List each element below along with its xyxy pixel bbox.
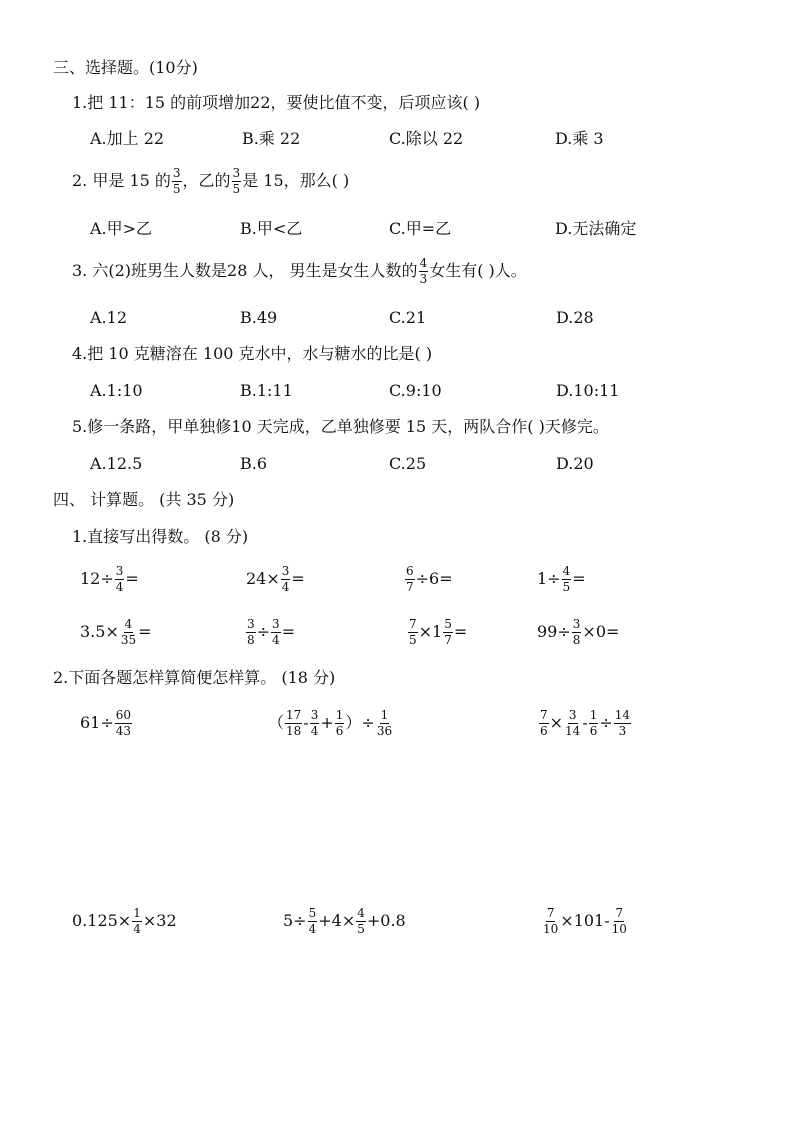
q4-option-b: B.1:11 (240, 381, 293, 400)
q3-text: 3. 六(2)班男生人数是28 人， 男生是女生人数的 $\frac{4}{3}$ 女生有( )人。 (72, 255, 527, 286)
fraction: $\frac{3}{14}$ (565, 707, 581, 738)
calc-1-4: 1÷ $\frac{4}{5}$ = (537, 563, 586, 594)
calc-1-1: 12÷ $\frac{3}{4}$ = (80, 563, 139, 594)
fraction: $\frac{6}{7}$ (406, 563, 414, 594)
q3-option-a: A.12 (90, 308, 127, 327)
fraction: $\frac{3}{4}$ (281, 563, 290, 594)
q4-option-a: A.1:10 (90, 381, 143, 400)
fraction: $\frac{7}{6}$ (540, 707, 548, 738)
section4-title: 四、 计算题。 (共 35 分) (53, 490, 235, 509)
fraction: $\frac{1}{6}$ (335, 707, 344, 738)
q1-option-b: B.乘 22 (242, 129, 301, 148)
fraction: $\frac{4}{5}$ (562, 563, 571, 594)
q2-option-c: C.甲=乙 (389, 219, 452, 238)
fraction: $\frac{1}{6}$ (589, 707, 598, 738)
part1-title: 1.直接写出得数。 (8 分) (72, 527, 249, 546)
q1-option-d: D.乘 3 (555, 129, 604, 148)
calc-2-1: 61÷ $\frac{60}{43}$ (80, 707, 132, 738)
part2-title: 2.下面各题怎样算简便怎样算。 (18 分) (53, 668, 336, 687)
fraction: $\frac{3}{5}$ (172, 165, 181, 196)
q5-option-b: B.6 (240, 454, 268, 473)
calc-1-5: 3.5× $\frac{4}{35}$ = (80, 616, 152, 647)
fraction: $\frac{1}{4}$ (133, 905, 141, 936)
q1-option-a: A.加上 22 (90, 129, 165, 148)
fraction: $\frac{3}{5}$ (232, 165, 241, 196)
q3-option-d: D.28 (556, 308, 594, 327)
fraction: $\frac{3}{4}$ (310, 707, 319, 738)
calc-1-8: 99÷ $\frac{3}{8}$ ×0= (537, 616, 620, 647)
q4-option-c: C.9:10 (389, 381, 442, 400)
q2-text: 2. 甲是 15 的 $\frac{3}{5}$ ，乙的 $\frac{3}{5}$ 是 15，那么( ) (72, 165, 350, 196)
calc-2-5: 5÷ $\frac{5}{4}$ +4× $\frac{4}{5}$ +0.8 (283, 905, 406, 936)
fraction: $\frac{3}{8}$ (572, 616, 581, 647)
q5-option-a: A.12.5 (90, 454, 143, 473)
q2-option-a: A.甲>乙 (90, 219, 153, 238)
fraction: $\frac{14}{3}$ (614, 707, 631, 738)
calc-2-3: $\frac{7}{6}$ × $\frac{3}{14}$ - $\frac{1}{6}$ ÷ $\frac{14}{3}$ (540, 707, 631, 738)
fraction: $\frac{7}{5}$ (409, 616, 417, 647)
q5-option-d: D.20 (556, 454, 594, 473)
q2-option-b: B.甲<乙 (240, 219, 303, 238)
q1-option-c: C.除以 22 (389, 129, 464, 148)
fraction: $\frac{3}{4}$ (115, 563, 124, 594)
fraction: $\frac{7}{10}$ (611, 905, 627, 936)
calc-2-6: $\frac{7}{10}$ ×101- $\frac{7}{10}$ (543, 905, 627, 936)
fraction: $\frac{3}{4}$ (272, 616, 280, 647)
fraction: $\frac{5}{7}$ (444, 616, 452, 647)
section3-title: 三、选择题。(10分) (53, 58, 198, 77)
calc-2-4: 0.125× $\frac{1}{4}$ ×32 (72, 905, 177, 936)
calc-2-2: （ $\frac{17}{18}$ - $\frac{3}{4}$ + $\frac{1}{6}$ ）÷ $\frac{1}{36}$ (268, 707, 393, 738)
q2-option-d: D.无法确定 (555, 219, 637, 238)
calc-1-2: 24× $\frac{3}{4}$ = (246, 563, 305, 594)
q5-text: 5.修一条路，甲单独修10 天完成，乙单独修要 15 天，两队合作( )天修完。 (72, 417, 609, 436)
fraction: $\frac{1}{36}$ (376, 707, 393, 738)
q1-text: 1.把 11：15 的前项增加22，要使比值不变，后项应该( ) (72, 93, 481, 112)
q3-option-c: C.21 (389, 308, 427, 327)
fraction: $\frac{4}{35}$ (120, 616, 137, 647)
calc-1-6: $\frac{3}{8}$ ÷ $\frac{3}{4}$ = (247, 616, 296, 647)
q5-option-c: C.25 (389, 454, 427, 473)
fraction: $\frac{3}{8}$ (247, 616, 255, 647)
fraction: $\frac{7}{10}$ (543, 905, 559, 936)
q3-option-b: B.49 (240, 308, 278, 327)
fraction: $\frac{17}{18}$ (286, 707, 302, 738)
q4-option-d: D.10:11 (556, 381, 620, 400)
fraction: $\frac{4}{5}$ (357, 905, 365, 936)
calc-1-7: $\frac{7}{5}$ ×1 $\frac{5}{7}$ = (409, 616, 468, 647)
calc-1-3: $\frac{6}{7}$ ÷6= (406, 563, 453, 594)
fraction: $\frac{4}{3}$ (419, 255, 428, 286)
fraction: $\frac{60}{43}$ (115, 707, 132, 738)
fraction: $\frac{5}{4}$ (308, 905, 317, 936)
q4-text: 4.把 10 克糖溶在 100 克水中，水与糖水的比是( ) (72, 344, 433, 363)
